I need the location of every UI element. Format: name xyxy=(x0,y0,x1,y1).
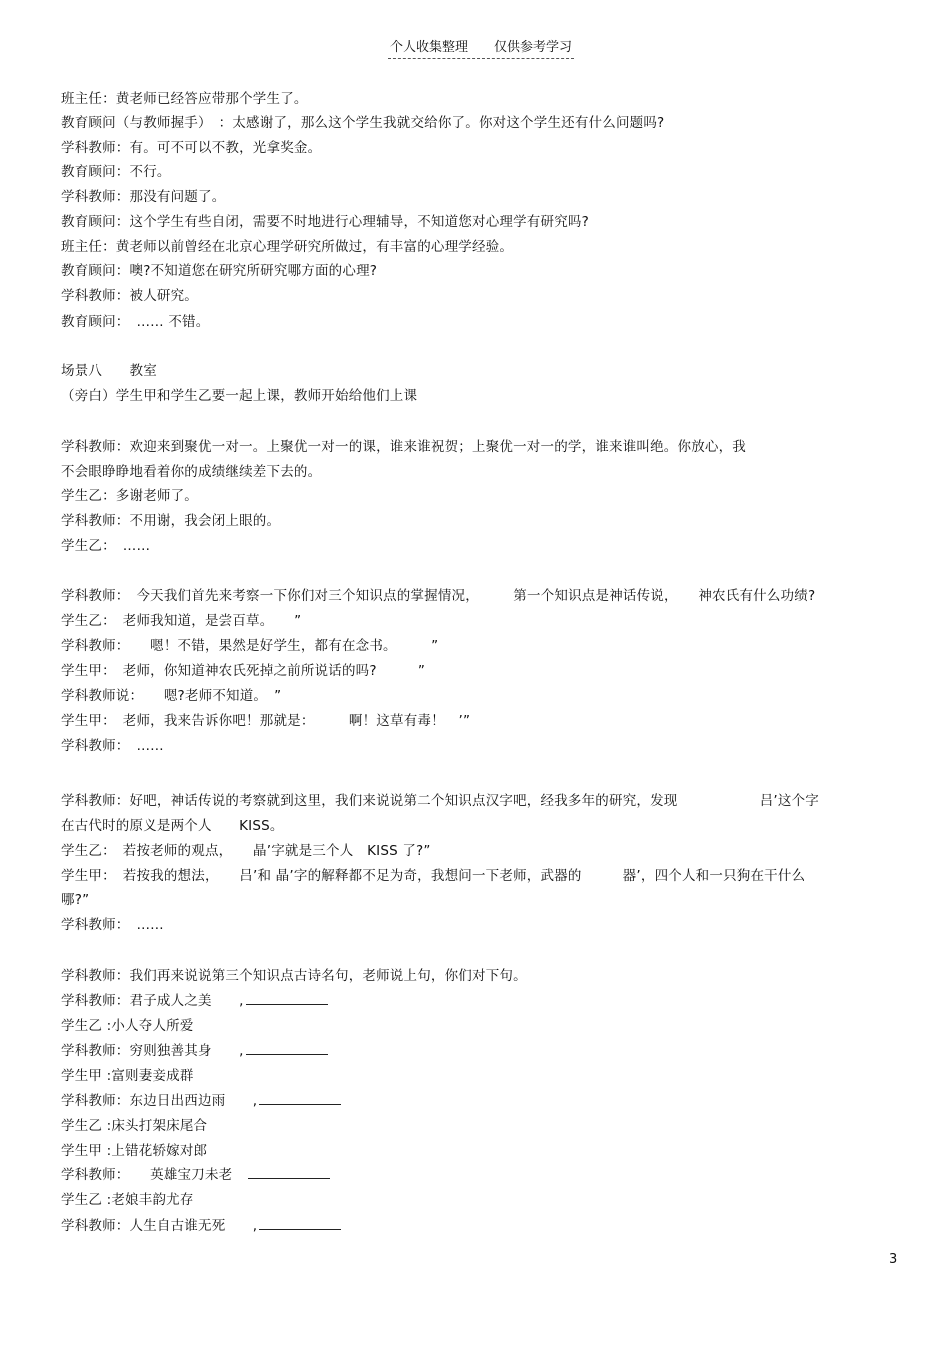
dialogue-line: 学科教师：君子成人之美 , xyxy=(61,991,328,1011)
dialogue-line: 学生甲： 老师，你知道神农氏死掉之前所说话的吗? ” xyxy=(61,663,426,679)
dialogue-line: 学生乙：多谢老师了。 xyxy=(61,488,198,504)
narration-line: （旁白）学生甲和学生乙要一起上课，教师开始给他们上课 xyxy=(61,388,418,404)
dialogue-line: 学科教师： …… xyxy=(61,738,164,754)
dialogue-line: 班主任：黄老师以前曾经在北京心理学研究所做过，有丰富的心理学经验。 xyxy=(61,239,514,255)
fill-in-blank xyxy=(259,1216,341,1230)
dialogue-line: 教育顾问：噢?不知道您在研究所研究哪方面的心理? xyxy=(61,263,378,279)
dialogue-line: 学生甲： 老师，我来告诉你吧！那就是： 啊！这草有毒！ ’” xyxy=(61,713,471,729)
dialogue-line: 在古代时的原义是两个人 KISS。 xyxy=(61,818,284,834)
dialogue-line: 学科教师：好吧，神话传说的考察就到这里，我们来说说第二个知识点汉字吧，经我多年的研究，发现 吕’这个字 xyxy=(61,793,819,809)
dialogue-line: 学科教师：被人研究。 xyxy=(61,288,198,304)
dialogue-line: 学科教师：东边日出西边雨 , xyxy=(61,1091,341,1111)
dialogue-line: 学科教师：有。可不可以不教，光拿奖金。 xyxy=(61,140,322,156)
dialogue-line: 不会眼睁睁地看着你的成绩继续差下去的。 xyxy=(61,464,322,480)
dialogue-line: 学生乙： 若按老师的观点， 晶’字就是三个人 KISS 了?” xyxy=(61,843,431,859)
dialogue-line: 学科教师： 今天我们首先来考察一下你们对三个知识点的掌握情况， 第一个知识点是神话传说， 神农氏有什么功绩? xyxy=(61,588,816,604)
dialogue-line: 学生甲 :富则妻妾成群 xyxy=(61,1068,194,1084)
dialogue-line: 班主任：黄老师已经答应带那个学生了。 xyxy=(61,91,308,107)
dialogue-line: 学科教师：欢迎来到聚优一对一。上聚优一对一的课，谁来谁祝贺；上聚优一对一的学，谁来谁叫绝。你放心，我 xyxy=(61,439,746,455)
dialogue-line: 学科教师：不用谢，我会闭上眼的。 xyxy=(61,513,281,529)
dialogue-line: 教育顾问：不行。 xyxy=(61,164,171,180)
page-header: 个人收集整理 仅供参考学习 xyxy=(388,38,574,59)
dialogue-line: 学生甲： 若按我的想法， 吕’和 晶’字的解释都不足为奇，我想问一下老师，武器的 器’，四个人和一只狗在干什么 xyxy=(61,868,806,884)
page-number: 3 xyxy=(889,1252,898,1267)
dialogue-line: 学生乙 :小人夺人所爱 xyxy=(61,1018,194,1034)
fill-in-blank xyxy=(246,1041,328,1055)
dialogue-line: 教育顾问：这个学生有些自闭，需要不时地进行心理辅导，不知道您对心理学有研究吗? xyxy=(61,214,589,230)
scene-heading: 场景八 教室 xyxy=(61,363,157,379)
fill-in-blank xyxy=(259,1091,341,1105)
dialogue-line: 学科教师：我们再来说说第三个知识点古诗名句，老师说上句，你们对下句。 xyxy=(61,968,527,984)
dialogue-line: 学科教师说： 嗯?老师不知道。 ” xyxy=(61,688,282,704)
dialogue-line: 学科教师：人生自古谁无死 , xyxy=(61,1216,341,1236)
dialogue-line: 学科教师： …… xyxy=(61,917,164,933)
dialogue-line: 教育顾问（与教师握手） ：太感谢了，那么这个学生我就交给你了。你对这个学生还有什么问题吗? xyxy=(61,115,665,131)
fill-in-blank xyxy=(248,1165,330,1179)
dialogue-line: 学科教师：那没有问题了。 xyxy=(61,189,226,205)
fill-in-blank xyxy=(246,991,328,1005)
dialogue-line: 教育顾问： …… 不错。 xyxy=(61,314,210,330)
dialogue-line: 学生乙： 老师我知道，是尝百草。 ” xyxy=(61,613,302,629)
dialogue-line: 学科教师： 嗯！不错，果然是好学生，都有在念书。 ” xyxy=(61,638,439,654)
dialogue-line: 学生乙 :老娘丰韵尤存 xyxy=(61,1192,194,1208)
dialogue-line: 学生乙： …… xyxy=(61,538,151,554)
dialogue-line: 学科教师： 英雄宝刀未老 xyxy=(61,1165,330,1185)
dialogue-line: 哪?” xyxy=(61,892,90,908)
dialogue-line: 学生乙 :床头打架床尾合 xyxy=(61,1118,208,1134)
dialogue-line: 学科教师：穷则独善其身 , xyxy=(61,1041,328,1061)
dialogue-line: 学生甲 :上错花轿嫁对郎 xyxy=(61,1143,208,1159)
